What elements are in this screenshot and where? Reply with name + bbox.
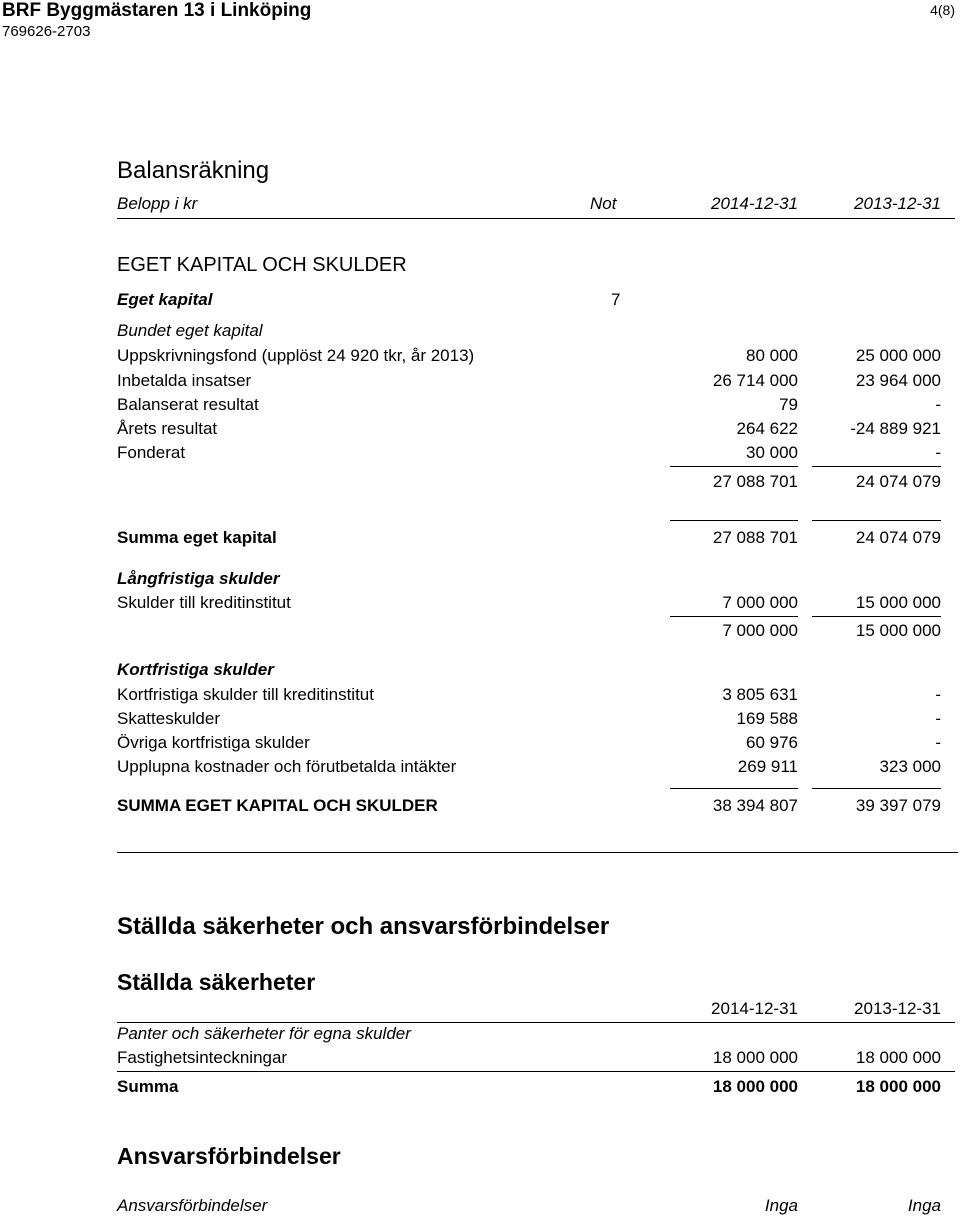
grand-total-label: SUMMA EGET KAPITAL OCH SKULDER xyxy=(117,796,438,815)
row-label: Övriga kortfristiga skulder xyxy=(117,733,310,752)
col-header-note: Not xyxy=(590,194,617,213)
grand-total-2013: 39 397 079 xyxy=(855,796,941,815)
contingent-2014: Inga xyxy=(764,1196,798,1215)
row-value-2013: 18 000 000 xyxy=(855,1048,941,1067)
equity-subtotal-2014: 27 088 701 xyxy=(712,472,798,491)
pledged-sum-2013: 18 000 000 xyxy=(855,1077,941,1096)
grand-total-rule-2014 xyxy=(670,788,798,789)
row-value-2014: 7 000 000 xyxy=(722,593,798,612)
row-label: Skulder till kreditinstitut xyxy=(117,593,291,612)
row-value-2013: - xyxy=(935,395,941,414)
grand-total-2014: 38 394 807 xyxy=(712,796,798,815)
row-label: Skatteskulder xyxy=(117,709,220,728)
row-value-2013: - xyxy=(935,443,941,462)
row-label: Årets resultat xyxy=(117,419,218,438)
contingent-label: Ansvarsförbindelser xyxy=(117,1196,268,1215)
long-term-rule-2014 xyxy=(670,616,798,617)
row-value-2014: 30 000 xyxy=(746,443,798,462)
pledged-sum-rule xyxy=(117,1071,955,1072)
row-label: Upplupna kostnader och förutbetalda intäkter xyxy=(117,757,457,776)
org-number: 769626-2703 xyxy=(2,23,91,40)
section-title: EGET KAPITAL OCH SKULDER xyxy=(117,254,407,276)
long-term-heading: Långfristiga skulder xyxy=(117,569,280,588)
row-value-2014: 269 911 xyxy=(737,757,798,776)
company-name: BRF Byggmästaren 13 i Linköping xyxy=(2,0,312,21)
row-value-2013: - xyxy=(935,733,941,752)
pledged-sum-2014: 18 000 000 xyxy=(712,1077,798,1096)
row-label: Kortfristiga skulder till kreditinstitut xyxy=(117,685,374,704)
col-header-label: Belopp i kr xyxy=(117,194,198,213)
pledged-header-rule xyxy=(117,1022,955,1023)
bound-equity-heading: Bundet eget kapital xyxy=(117,321,263,340)
row-label: Fastighetsinteckningar xyxy=(117,1048,288,1067)
subtotal-rule-2014 xyxy=(670,466,798,467)
col-header-2014: 2014-12-31 xyxy=(711,194,798,213)
page-number: 4(8) xyxy=(930,2,955,18)
row-value-2014: 3 805 631 xyxy=(722,685,798,704)
equity-note: 7 xyxy=(611,290,621,309)
contingent-title: Ansvarsförbindelser xyxy=(117,1143,341,1169)
header-rule xyxy=(117,218,955,219)
subtotal-rule-2013 xyxy=(812,466,941,467)
col-header-2013: 2013-12-31 xyxy=(854,194,941,213)
row-value-2013: 25 000 000 xyxy=(855,346,941,365)
long-term-subtotal-2013: 15 000 000 xyxy=(855,621,941,640)
row-value-2013: - xyxy=(935,709,941,728)
total-rule-2013 xyxy=(812,520,941,521)
row-value-2014: 264 622 xyxy=(736,419,798,438)
balance-sheet-title: Balansräkning xyxy=(117,157,270,184)
row-value-2014: 26 714 000 xyxy=(712,371,798,390)
equity-total-2013: 24 074 079 xyxy=(855,528,941,547)
pledged-sum-label: Summa xyxy=(117,1077,179,1096)
pledged-subtitle: Ställda säkerheter xyxy=(117,969,316,995)
equity-total-2014: 27 088 701 xyxy=(712,528,798,547)
total-rule-2014 xyxy=(670,520,798,521)
pledged-col-2014: 2014-12-31 xyxy=(711,999,798,1018)
equity-heading: Eget kapital xyxy=(117,290,213,309)
row-value-2013: 323 000 xyxy=(879,757,941,776)
short-term-heading: Kortfristiga skulder xyxy=(117,660,274,679)
row-label: Balanserat resultat xyxy=(117,395,259,414)
long-term-subtotal-2014: 7 000 000 xyxy=(722,621,798,640)
row-value-2014: 80 000 xyxy=(746,346,798,365)
equity-total-label: Summa eget kapital xyxy=(117,528,277,547)
row-value-2013: 23 964 000 xyxy=(855,371,941,390)
row-value-2014: 169 588 xyxy=(736,709,798,728)
grand-total-rule-2013 xyxy=(812,788,941,789)
section-divider xyxy=(117,852,958,853)
row-value-2013: - xyxy=(935,685,941,704)
long-term-rule-2013 xyxy=(812,616,941,617)
pledged-col-2013: 2013-12-31 xyxy=(854,999,941,1018)
row-value-2014: 79 xyxy=(779,395,798,414)
row-value-2013: -24 889 921 xyxy=(850,419,941,438)
row-value-2013: 15 000 000 xyxy=(855,593,941,612)
pledged-group-label: Panter och säkerheter för egna skulder xyxy=(117,1024,411,1043)
row-value-2014: 18 000 000 xyxy=(712,1048,798,1067)
pledged-title: Ställda säkerheter och ansvarsförbindelser xyxy=(117,913,610,940)
row-label: Uppskrivningsfond (upplöst 24 920 tkr, år 2013) xyxy=(117,346,475,365)
equity-subtotal-2013: 24 074 079 xyxy=(855,472,941,491)
row-label: Fonderat xyxy=(117,443,186,462)
row-value-2014: 60 976 xyxy=(746,733,798,752)
contingent-2013: Inga xyxy=(907,1196,941,1215)
row-label: Inbetalda insatser xyxy=(117,371,252,390)
